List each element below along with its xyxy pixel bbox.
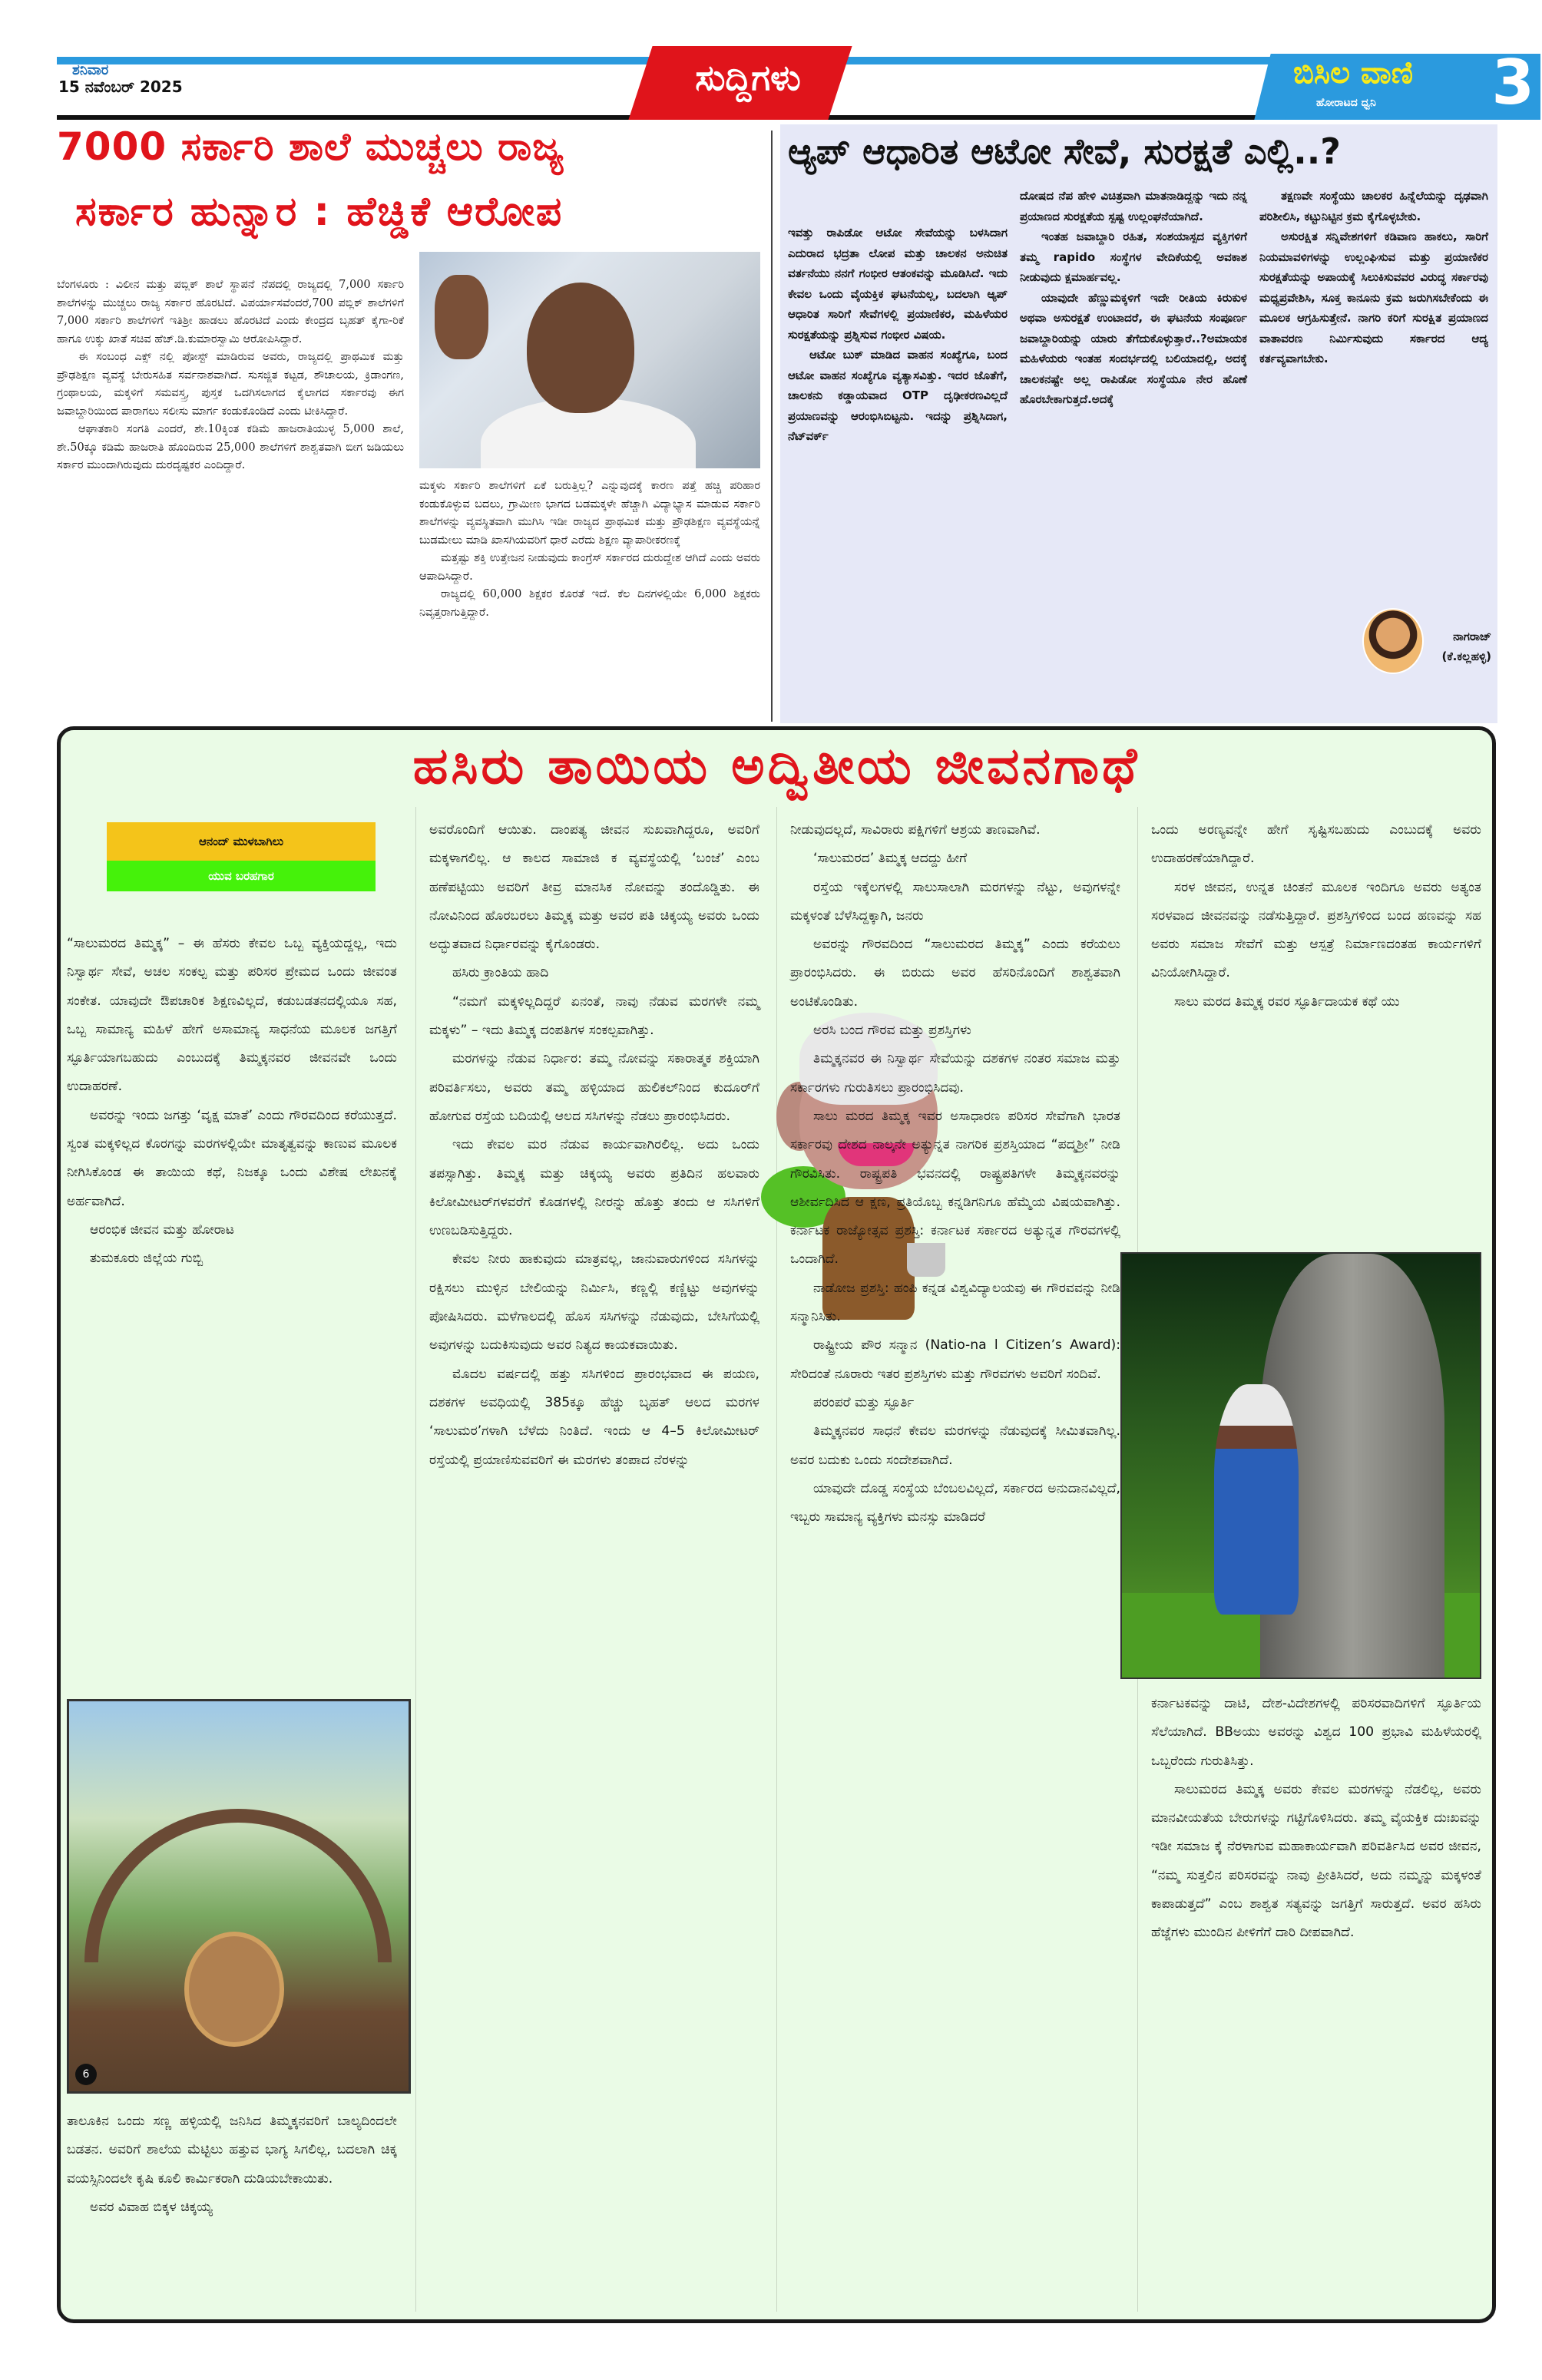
- paragraph: ತಕ್ಷಣವೇ ಸಂಸ್ಥೆಯು ಚಾಲಕರ ಹಿನ್ನೆಲೆಯನ್ನು ದೃಢವಾಗಿ ಪರಿಶೀಲಿಸಿ, ಕಟ್ಟುನಿಟ್ಟಿನ ಕ್ರಮ ಕೈಗೊಳ್ಳಬೇಕು.: [1259, 189, 1488, 223]
- paragraph: ಮರಗಳನ್ನು ನೆಡುವ ನಿರ್ಧಾರ: ತಮ್ಮ ನೋವನ್ನು ಸಕಾರಾತ್ಮಕ ಶಕ್ತಿಯಾಗಿ ಪರಿವರ್ತಿಸಲು, ಅವರು ತಮ್ಮ ಹಳ್ಳಿಯಾದ ಹುಲಿಕಲ್‌ನಿಂದ ಕುದೂರ್‌ಗೆ ಹೋಗುವ ರಸ್ತೆಯ ಬದಿಯಲ್ಲಿ ಆಲದ ಸಸಿಗಳನ್ನು ನೆಡಲು ಪ್ರಾರಂಭಿಸಿದರು.: [429, 1051, 759, 1124]
- story1-headline-line2: ಸರ್ಕಾರ ಹುನ್ನಾರ : ಹೆಚ್ಡಿಕೆ ಆರೋಪ: [75, 189, 564, 235]
- byline: [107, 822, 376, 891]
- paragraph: ಬೆಂಗಳೂರು : ವಿಲೀನ ಮತ್ತು ಪಬ್ಲಿಕ್ ಶಾಲೆ ಸ್ಥಾಪನೆ ನೆಪದಲ್ಲಿ ರಾಜ್ಯದಲ್ಲಿ 7,000 ಸರ್ಕಾರಿ ಶಾಲೆಗಳನ್ನು ಮುಚ್ಚಲು ರಾಜ್ಯ ಸರ್ಕಾರ ಹೊರಟಿದೆ. ವಿಪರ್ಯಾಸವೆಂದರೆ,700 ಪಬ್ಲಿಕ್ ಶಾಲೆಗಳಿಗೆ 7,000 ಸರ್ಕಾರಿ ಶಾಲೆಗಳಿಗೆ ಇತಿಶ್ರೀ ಹಾಡಲು ಹೊರಟಿದೆ ಎಂದು ಕೇಂದ್ರದ ಬೃಹತ್ ಕೈಗಾ-ರಿಕೆ ಹಾಗೂ ಉಕ್ಕು ಖಾತೆ ಸಚಿವ ಹೆಚ್.ಡಿ.ಕುಮಾರಸ್ವಾಮಿ ಆರೋಪಿಸಿದ್ದಾರೆ.: [57, 279, 404, 345]
- paragraph: ಅವರೊಂದಿಗೆ ಆಯಿತು. ದಾಂಪತ್ಯ ಜೀವನ ಸುಖವಾಗಿದ್ದರೂ, ಅವರಿಗೆ ಮಕ್ಕಳಾಗಲಿಲ್ಲ. ಆ ಕಾಲದ ಸಾಮಾಜಿ ಕ ವ್ಯವಸ್ಥೆಯಲ್ಲಿ ‘ಬಂಜೆ’ ಎಂಬ ಹಣೆಪಟ್ಟಿಯು ಅವರಿಗೆ ತೀವ್ರ ಮಾನಸಿಕ ನೋವನ್ನು ತಂದೊಡ್ಡಿತು. ಈ ನೋವಿನಿಂದ ಹೊರಬರಲು ತಿಮ್ಮಕ್ಕ ಮತ್ತು ಅವರ ಪತಿ ಚಿಕ್ಕಯ್ಯ ಅವರು ಒಂದು ಅದ್ಭುತವಾದ ನಿರ್ಧಾರವನ್ನು ಕೈಗೊಂಡರು.: [429, 822, 759, 953]
- issue-day: ಶನಿವಾರ: [72, 62, 109, 78]
- paragraph: ದೋಷದ ನೆಪ ಹೇಳಿ ವಿಚಿತ್ರವಾಗಿ ಮಾತನಾಡಿದ್ದನ್ನು ಇದು ನನ್ನ ಪ್ರಯಾಣದ ಸುರಕ್ಷತೆಯ ಸ್ಪಷ್ಟ ಉಲ್ಲಂಘನೆಯಾಗಿದೆ.: [1020, 189, 1247, 223]
- quote: “ನಮಗೆ ಮಕ್ಕಳಿಲ್ಲದಿದ್ದರೆ ಏನಂತೆ, ನಾವು ನೆಡುವ ಮರಗಳೇ ನಮ್ಮ ಮಕ್ಕಳು” – ಇದು ತಿಮ್ಮಕ್ಕ ದಂಪತಿಗಳ ಸಂಕಲ್ಪವಾಗಿತ್ತು.: [429, 993, 759, 1039]
- paragraph: ನೀಡುವುದಲ್ಲದೆ, ಸಾವಿರಾರು ಪಕ್ಷಿಗಳಿಗೆ ಆಶ್ರಯ ತಾಣವಾಗಿವೆ.: [790, 822, 1041, 838]
- photo-badge: 6: [75, 2064, 97, 2085]
- paragraph: ತಿಮ್ಮಕ್ಕನವರ ಈ ನಿಸ್ವಾರ್ಥ ಸೇವೆಯನ್ನು ದಶಕಗಳ ನಂತರ ಸಮಾಜ ಮತ್ತು ಸರ್ಕಾರಗಳು ಗುರುತಿಸಲು ಪ್ರಾರಂಭಿಸಿದವು.: [790, 1051, 1120, 1096]
- paragraph: ರಾಜ್ಯದಲ್ಲಿ 60,000 ಶಿಕ್ಷಕರ ಕೊರತೆ ಇದೆ. ಕೆಲ ದಿನಗಳಲ್ಲಿಯೇ 6,000 ಶಿಕ್ಷಕರು ನಿವೃತ್ತರಾಗುತ್ತಿದ್ದಾರೆ.: [419, 588, 760, 619]
- story2-column-a: [788, 223, 1008, 447]
- brand-tagline: ಹೋರಾಟದ ಧ್ವನಿ: [1316, 97, 1376, 109]
- page-number: 3: [1491, 47, 1534, 118]
- paragraph: ಅವರನ್ನು ಇಂದು ಜಗತ್ತು ‘ವೃಕ್ಷ ಮಾತೆ’ ಎಂದು ಗೌರವದಿಂದ ಕರೆಯುತ್ತದೆ. ಸ್ವಂತ ಮಕ್ಕಳಿಲ್ಲದ ಕೊರಗನ್ನು ಮರಗಳಲ್ಲಿಯೇ ಮಾತೃತ್ವವನ್ನು ಕಾಣುವ ಮೂಲಕ ನೀಗಿಸಿಕೊಂಡ ಈ ತಾಯಿಯ ಕಥೆ, ನಿಜಕ್ಕೂ ಒಂದು ವಿಶೇಷ ಲೇಖನಕ್ಕೆ ಅರ್ಹವಾಗಿದೆ.: [67, 1107, 397, 1209]
- paragraph: ಕರ್ನಾಟಕವನ್ನು ದಾಟಿ, ದೇಶ-ವಿದೇಶಗಳಲ್ಲಿ ಪರಿಸರವಾದಿಗಳಿಗೆ ಸ್ಫೂರ್ತಿಯ ಸೆಲೆಯಾಗಿದೆ. BBಅಯು ಅವರನ್ನು ವಿಶ್ವದ 100 ಪ್ರಭಾವಿ ಮಹಿಳೆಯರಲ್ಲಿ ಒಬ್ಬರೆಂದು ಗುರುತಿಸಿತ್ತು.: [1151, 1696, 1481, 1769]
- gate-photo: [67, 1699, 411, 2094]
- issue-date: [58, 63, 183, 95]
- story2-column-c: [1259, 186, 1488, 369]
- issue-date-text: 15 ನವೆಂಬರ್ 2025: [58, 77, 183, 96]
- paragraph: ಸಾಲುಮರದ ತಿಮ್ಮಕ್ಕ ಅವರು ಕೇವಲ ಮರಗಳನ್ನು ನೆಡಲಿಲ್ಲ, ಅವರು ಮಾನವೀಯತೆಯ ಬೇರುಗಳನ್ನು ಗಟ್ಟಿಗೊಳಿಸಿದರು. ತಮ್ಮ ವೈಯಕ್ತಿಕ ದುಃಖವನ್ನು ಇಡೀ ಸಮಾಜ ಕ್ಕೆ ನೆರಳಾಗುವ ಮಹಾಕಾರ್ಯವಾಗಿ ಪರಿವರ್ತಿಸಿದ ಅವರ ಜೀವನ, “ನಮ್ಮ ಸುತ್ತಲಿನ ಪರಿಸರವನ್ನು ನಾವು ಪ್ರೀತಿಸಿದರೆ, ಅದು ನಮ್ಮನ್ನು ಮಕ್ಕಳಂತೆ ಕಾಪಾಡುತ್ತದೆ” ಎಂಬ ಶಾಶ್ವತ ಸತ್ಯವನ್ನು ಜಗತ್ತಿಗೆ ಸಾರುತ್ತದೆ. ಅವರ ಹಸಿರು ಹೆಜ್ಜೆಗಳು ಮುಂದಿನ ಪೀಳಿಗೆಗೆ ದಾರಿ ದೀಪವಾಗಿದೆ.: [1151, 1781, 1481, 1941]
- story1-column-b: [419, 478, 760, 622]
- paragraph: ಅಸುರಕ್ಷಿತ ಸನ್ನಿವೇಶಗಳಿಗೆ ಕಡಿವಾಣ ಹಾಕಲು, ಸಾರಿಗೆ ನಿಯಮಾವಳಿಗಳನ್ನು ಉಲ್ಲಂಘಿಸುವ ಮತ್ತು ಪ್ರಯಾಣಿಕರ ಸುರಕ್ಷತೆಯನ್ನು ಅಪಾಯಕ್ಕೆ ಸಿಲುಕಿಸುವವರ ವಿರುದ್ಧ ಸರ್ಕಾರವು ಮಧ್ಯಪ್ರವೇಶಿಸಿ, ಸೂಕ್ತ ಕಾನೂನು ಕ್ರಮ ಜರುಗಿಸಬೇಕೆಂದು ಈ ಮೂಲಕ ಆಗ್ರಹಿಸುತ್ತೇನೆ. ನಾಗರಿ ಕರಿಗೆ ಸುರಕ್ಷಿತ ಪ್ರಯಾಣದ ವಾತಾವರಣ ನಿರ್ಮಿಸುವುದು ಸರ್ಕಾರದ ಆದ್ಯ ಕರ್ತವ್ಯವಾಗಬೇಕು.: [1259, 230, 1488, 365]
- paragraph: ಯಾವುದೇ ಹೆಣ್ಣುಮಕ್ಕಳಿಗೆ ಇದೇ ರೀತಿಯ ಕಿರುಕುಳ ಅಥವಾ ಅಸುರಕ್ಷತೆ ಉಂಟಾದರೆ, ಈ ಘಟನೆಯ ಸಂಪೂರ್ಣ ಜವಾಬ್ದಾರಿಯನ್ನು ಯಾರು ತೆಗೆದುಕೊಳ್ಳುತ್ತಾರೆ..?ಅಮಾಯಕ ಮಹಿಳೆಯರು ಇಂತಹ ಸಂದರ್ಭದಲ್ಲಿ ಬಲಿಯಾದಲ್ಲಿ, ಅದಕ್ಕೆ ಚಾಲಕನಷ್ಟೇ ಅಲ್ಲ ರಾಪಿಡೋ ಸಂಸ್ಥೆಯೂ ನೇರ ಹೊಣೆ ಹೊರಬೇಕಾಗುತ್ತದೆ.ಅದಕ್ಕೆ: [1020, 290, 1247, 406]
- brand-name: ಬಿಸಿಲ ವಾಣಿ: [1293, 55, 1414, 91]
- feature-column-4: [1151, 816, 1481, 1016]
- subheading: ಅರಸಿ ಬಂದ ಗೌರವ ಮತ್ತು ಪ್ರಶಸ್ತಿಗಳು: [813, 1023, 971, 1039]
- photo-face-shape: [527, 283, 634, 413]
- feature-column-3: [790, 816, 1120, 1532]
- paragraph: ಇವತ್ತು ರಾಪಿಡೋ ಆಟೋ ಸೇವೆಯನ್ನು ಬಳಸಿದಾಗ ಎದುರಾದ ಭದ್ರತಾ ಲೋಪ ಮತ್ತು ಚಾಲಕನ ಅನುಚಿತ ವರ್ತನೆಯು ನನಗೆ ಗಂಭೀರ ಆತಂಕವನ್ನು ಮೂಡಿಸಿದೆ. ಇದು ಕೇವಲ ಒಂದು ವೈಯಕ್ತಿಕ ಘಟನೆಯಲ್ಲ, ಬದಲಾಗಿ ಆ್ಯಪ್ ಆಧಾರಿತ ಸಾರಿಗೆ ಸೇವೆಗಳಲ್ಲಿ ಪ್ರಯಾಣಿಕರ, ಮಹಿಳೆಯರ ಸುರಕ್ಷತೆಯನ್ನು ಪ್ರಶ್ನಿಸುವ ಗಂಭೀರ ವಿಷಯ.: [788, 226, 1008, 342]
- paragraph: ತಾಲೂಕಿನ ಒಂದು ಸಣ್ಣ ಹಳ್ಳಿಯಲ್ಲಿ ಜನಿಸಿದ ತಿಮ್ಮಕ್ಕನವರಿಗೆ ಬಾಲ್ಯದಿಂದಲೇ ಬಡತನ. ಅವರಿಗೆ ಶಾಲೆಯ ಮೆಟ್ಟಿಲು ಹತ್ತುವ ಭಾಗ್ಯ ಸಿಗಲಿಲ್ಲ, ಬದಲಾಗಿ ಚಿಕ್ಕ ವಯಸ್ಸಿನಿಂದಲೇ ಕೃಷಿ ಕೂಲಿ ಕಾರ್ಮಿಕರಾಗಿ ದುಡಿಯಬೇಕಾಯಿತು.: [67, 2114, 397, 2187]
- feature-title: ಹಸಿರು ತಾಯಿಯ ಅದ್ವಿತೀಯ ಜೀವನಗಾಥೆ: [412, 736, 1140, 795]
- paragraph: ಈ ಸಂಬಂಧ ಎಕ್ಸ್ ನಲ್ಲಿ ಪೋಸ್ಟ್ ಮಾಡಿರುವ ಅವರು, ರಾಜ್ಯದಲ್ಲಿ ಪ್ರಾಥಮಿಕ ಮತ್ತು ಪ್ರೌಢಶಿಕ್ಷಣ ವ್ಯವಸ್ಥೆ ಬೇರುಸಹಿತ ಸರ್ವನಾಶವಾಗಿದೆ. ಸುಸಜ್ಜಿತ ಕಟ್ಟಡ, ಶೌಚಾಲಯ, ಕ್ರಿಡಾಂಗಣ, ಗ್ರಂಥಾಲಯ, ಮಕ್ಕಳಿಗೆ ಸಮವಸ್ತ್ರ, ಪುಸ್ತಕ ಒದಗಿಸಲಾಗದ ಕೈಲಾಗದ ಸರ್ಕಾರವು ಈಗ ಜವಾಬ್ದಾರಿಯಿಂದ ಪಾರಾಗಲು ಸಲೀಸು ಮಾರ್ಗ ಕಂಡುಕೊಂಡಿದೆ ಎಂದು ಟೀಕಿಸಿದ್ದಾರೆ.: [57, 351, 404, 418]
- subheading: ಹಸಿರು ಕ್ರಾಂತಿಯ ಹಾದಿ: [452, 965, 549, 981]
- paragraph: ರಸ್ತೆಯ ಇಕ್ಕೆಲಗಳಲ್ಲಿ ಸಾಲುಸಾಲಾಗಿ ಮರಗಳನ್ನು ನೆಟ್ಟು, ಅವುಗಳನ್ನೇ ಮಕ್ಕಳಂತೆ ಬೆಳೆಸಿದ್ದಕ್ಕಾಗಿ, ಜನರು: [790, 879, 1120, 924]
- paragraph: ಮೊದಲ ವರ್ಷದಲ್ಲಿ ಹತ್ತು ಸಸಿಗಳಿಂದ ಪ್ರಾರಂಭವಾದ ಈ ಪಯಣ, ದಶಕಗಳ ಅವಧಿಯಲ್ಲಿ 385ಕ್ಕೂ ಹೆಚ್ಚು ಬೃಹತ್ ಆಲದ ಮರಗಳ ‘ಸಾಲುಮರ’ಗಳಾಗಿ ಬೆಳೆದು ನಿಂತಿದೆ. ಇಂದು ಆ 4–5 ಕಿಲೋಮೀಟರ್ ರಸ್ತೆಯಲ್ಲಿ ಪ್ರಯಾಣಿಸುವವರಿಗೆ ಈ ಮರಗಳು ತಂಪಾದ ನೆರಳನ್ನು: [429, 1366, 759, 1468]
- section-title: ಸುದ್ದಿಗಳು: [695, 57, 801, 98]
- story1-column-a: [57, 276, 404, 475]
- feature-column-1: [67, 930, 397, 1274]
- byline-role: ಯುವ ಬರಹಗಾರ: [107, 861, 376, 891]
- subheading: ಪರಂಪರೆ ಮತ್ತು ಸ್ಫೂರ್ತಿ: [813, 1394, 915, 1410]
- subheading: ಆರಂಭಿಕ ಜೀವನ ಮತ್ತು ಹೋರಾಟ: [90, 1221, 235, 1238]
- column-rule: [415, 807, 416, 2312]
- story1-photo: [419, 252, 760, 468]
- story-school-closure: [57, 124, 765, 723]
- paragraph: ನಾಡೋಜ ಪ್ರಶಸ್ತಿ: ಹಂಪಿ ಕನ್ನಡ ವಿಶ್ವವಿದ್ಯಾಲಯವು ಈ ಗೌರವವನ್ನು ನೀಡಿ ಸನ್ಮಾನಿಸಿತು.: [790, 1280, 1120, 1325]
- author-place: (ಕೆ.ಕಲ್ಲಹಳ್ಳಿ): [1441, 650, 1491, 663]
- feature-column-4-continued: [1151, 1690, 1481, 1948]
- paragraph: ಸರಳ ಜೀವನ, ಉನ್ನತ ಚಿಂತನೆ ಮೂಲಕ ಇಂದಿಗೂ ಅವರು ಅತ್ಯಂತ ಸರಳವಾದ ಜೀವನವನ್ನು ನಡೆಸುತ್ತಿದ್ದಾರೆ. ಪ್ರಶಸ್ತಿಗಳಿಂದ ಬಂದ ಹಣವನ್ನು ಸಹ ಅವರು ಸಮಾಜ ಸೇವೆಗೆ ಮತ್ತು ಆಸ್ಪತ್ರೆ ನಿರ್ಮಾಣದಂತಹ ಕಾರ್ಯಗಳಿಗೆ ವಿನಿಯೋಗಿಸಿದ್ದಾರೆ.: [1151, 879, 1481, 981]
- paragraph: ರಾಷ್ಟ್ರೀಯ ಪೌರ ಸನ್ಮಾನ (Natio-na l Citizen’s Award): ಸೇರಿದಂತೆ ನೂರಾರು ಇತರ ಪ್ರಶಸ್ತಿಗಳು ಮತ್ತು ಗೌರವಗಳು ಅವರಿಗೆ ಸಂದಿವೆ.: [790, 1337, 1120, 1382]
- paragraph: ಇಂತಹ ಜವಾಬ್ದಾರಿ ರಹಿತ, ಸಂಶಯಾಸ್ಪದ ವ್ಯಕ್ತಿಗಳಿಗೆ ತಮ್ಮ rapido ಸಂಸ್ಥೆಗಳ ವೇದಿಕೆಯಲ್ಲಿ ಅವಕಾಶ ನೀಡುವುದು ಕ್ಷಮಾರ್ಹವಲ್ಲ.: [1020, 230, 1247, 284]
- paragraph: ಆಘಾತಕಾರಿ ಸಂಗತಿ ಎಂದರೆ, ಶೇ.10ಕ್ಕಿಂತ ಕಡಿಮೆ ಹಾಜರಾತಿಯುಳ್ಳ 5,000 ಶಾಲೆ, ಶೇ.50ಕ್ಕೂ ಕಡಿಮೆ ಹಾಜರಾತಿ ಹೊಂದಿರುವ 25,000 ಶಾಲೆಗಳಿಗೆ ಶಾಶ್ವತವಾಗಿ ಬೀಗ ಜಡಿಯಲು ಸರ್ಕಾರ ಮುಂದಾಗಿರುವುದು ದುರದೃಷ್ಟಕರ ಎಂದಿದ್ದಾರೆ.: [57, 423, 404, 471]
- paragraph: “ಸಾಲುಮರದ ತಿಮ್ಮಕ್ಕ” – ಈ ಹೆಸರು ಕೇವಲ ಒಬ್ಬ ವ್ಯಕ್ತಿಯದ್ದಲ್ಲ, ಇದು ನಿಸ್ವಾರ್ಥ ಸೇವೆ, ಅಚಲ ಸಂಕಲ್ಪ ಮತ್ತು ಪರಿಸರ ಪ್ರೇಮದ ಒಂದು ಜೀವಂತ ಸಂಕೇತ. ಯಾವುದೇ ಔಪಚಾರಿಕ ಶಿಕ್ಷಣವಿಲ್ಲದೆ, ಕಡುಬಡತನದಲ್ಲಿಯೂ ಸಹ, ಒಬ್ಬ ಸಾಮಾನ್ಯ ಮಹಿಳೆ ಹೇಗೆ ಅಸಾಮಾನ್ಯ ಸಾಧನೆಯ ಮೂಲಕ ಜಗತ್ತಿಗೆ ಸ್ಫೂರ್ತಿಯಾಗಬಹುದು ಎಂಬುದಕ್ಕೆ ತಿಮ್ಮಕ್ಕನವರ ಜೀವನವೇ ಒಂದು ಉದಾಹರಣೆ.: [67, 936, 397, 1095]
- story1-headline-line1: 7000 ಸರ್ಕಾರಿ ಶಾಲೆ ಮುಚ್ಚಲು ರಾಜ್ಯ: [57, 124, 564, 169]
- feature-article: [57, 726, 1496, 2323]
- column-divider: [771, 131, 773, 722]
- paragraph: ಒಂದು ಅರಣ್ಯವನ್ನೇ ಹೇಗೆ ಸೃಷ್ಟಿಸಬಹುದು ಎಂಬುದಕ್ಕೆ ಅವರು ಉದಾಹರಣೆಯಾಗಿದ್ದಾರೆ.: [1151, 822, 1481, 867]
- paragraph: ಇದು ಕೇವಲ ಮರ ನೆಡುವ ಕಾರ್ಯವಾಗಿರಲಿಲ್ಲ. ಅದು ಒಂದು ತಪಸ್ಸಾಗಿತ್ತು. ತಿಮ್ಮಕ್ಕ ಮತ್ತು ಚಿಕ್ಕಯ್ಯ ಅವರು ಪ್ರತಿದಿನ ಹಲವಾರು ಕಿಲೋಮೀಟರ್‌ಗಳವರೆಗೆ ಕೊಡಗಳಲ್ಲಿ ನೀರನ್ನು ಹೊತ್ತು ತಂದು ಆ ಸಸಿಗಳಿಗೆ ಉಣಬಡಿಸುತ್ತಿದ್ದರು.: [429, 1137, 759, 1239]
- paragraph: ಅವರನ್ನು ಗೌರವದಿಂದ “ಸಾಲುಮರದ ತಿಮ್ಮಕ್ಕ” ಎಂದು ಕರೆಯಲು ಪ್ರಾರಂಭಿಸಿದರು. ಈ ಬಿರುದು ಅವರ ಹೆಸರಿನೊಂದಿಗೆ ಶಾಶ್ವತವಾಗಿ ಅಂಟಿಕೊಂಡಿತು.: [790, 937, 1120, 1010]
- byline-author: ಆನಂದ್ ಮುಳಬಾಗಿಲು: [107, 822, 376, 861]
- author-name: ನಾಗರಾಜ್: [1453, 630, 1491, 643]
- paragraph: ತಿಮ್ಮಕ್ಕನವರ ಸಾಧನೆ ಕೇವಲ ಮರಗಳನ್ನು ನೆಡುವುದಕ್ಕೆ ಸೀಮಿತವಾಗಿಲ್ಲ. ಅವರ ಬದುಕು ಒಂದು ಸಂದೇಶವಾಗಿದೆ.: [790, 1423, 1120, 1468]
- story-auto-safety-letter: [780, 124, 1497, 723]
- author-avatar: [1362, 608, 1424, 674]
- paragraph: ಅವರ ವಿವಾಹ ಬಿಕ್ಕಳ ಚಿಕ್ಕಯ್ಯ: [90, 2199, 213, 2215]
- paragraph: ಆಟೋ ಬುಕ್ ಮಾಡಿದ ವಾಹನ ಸಂಖ್ಯೆಗೂ, ಬಂದ ಆಟೋ ವಾಹನ ಸಂಖ್ಯೆಗೂ ವ್ಯತ್ಯಾಸವಿತ್ತು. ಇದರ ಜೊತೆಗೆ, ಚಾಲಕನು ಕಡ್ಡಾಯವಾದ OTP ದೃಢೀಕರಣವಿಲ್ಲದೆ ಪ್ರಯಾಣವನ್ನು ಆರಂಭಿಸಿಬಿಟ್ಟನು. ಇದನ್ನು ಪ್ರಶ್ನಿಸಿದಾಗ, ನೆಟ್‌ವರ್ಕ್: [788, 348, 1008, 443]
- paragraph: ಯಾವುದೇ ದೊಡ್ಡ ಸಂಸ್ಥೆಯ ಬೆಂಬಲವಿಲ್ಲದೆ, ಸರ್ಕಾರದ ಅನುದಾನವಿಲ್ಲದೆ, ಇಬ್ಬರು ಸಾಮಾನ್ಯ ವ್ಯಕ್ತಿಗಳು ಮನಸ್ಸು ಮಾಡಿದರೆ: [790, 1480, 1120, 1526]
- paragraph: ಮಕ್ಕಳು ಸರ್ಕಾರಿ ಶಾಲೆಗಳಿಗೆ ಏಕೆ ಬರುತ್ತಿಲ್ಲ? ಎನ್ನುವುದಕ್ಕೆ ಕಾರಣ ಪತ್ತೆ ಹಚ್ಚಿ ಪರಿಹಾರ ಕಂಡುಕೊಳ್ಳುವ ಬದಲು, ಗ್ರಾಮೀಣ ಭಾಗದ ಬಡಮಕ್ಕಳೇ ಹೆಚ್ಚಾಗಿ ವಿದ್ಯಾಭ್ಯಾಸ ಮಾಡುವ ಸರ್ಕಾರಿ ಶಾಲೆಗಳನ್ನು ವ್ಯವಸ್ಥಿತವಾಗಿ ಮುಗಿಸಿ ಇಡೀ ರಾಜ್ಯದ ಪ್ರಾಥಮಿಕ ಮತ್ತು ಪ್ರೌಢಶಿಕ್ಷಣ ವ್ಯವಸ್ಥೆಯನ್ನೆ ಬುಡಮೇಲು ಮಾಡಿ ಖಾಸಗಿಯವರಿಗೆ ಧಾರೆ ಎರೆದು ಶಿಕ್ಷಣ ವ್ಯಾಪಾರೀಕರಣಕ್ಕೆ: [419, 480, 760, 547]
- paragraph: ಮತ್ತಷ್ಟು ಶಕ್ತಿ ಉತ್ತೇಜನ ನೀಡುವುದು ಕಾಂಗ್ರೆಸ್ ಸರ್ಕಾರದ ದುರುದ್ದೇಶ ಆಗಿದೆ ಎಂದು ಅವರು ಆಪಾದಿಸಿದ್ದಾರೆ.: [419, 552, 760, 583]
- subheading: ‘ಸಾಲುಮರದ’ ತಿಮ್ಮಕ್ಕ ಆದದ್ದು ಹೀಗೆ: [813, 851, 968, 867]
- paragraph: ಸಾಲು ಮರದ ತಿಮ್ಮಕ್ಕ ಇವರ ಅಸಾಧಾರಣ ಪರಿಸರ ಸೇವೆಗಾಗಿ ಭಾರತ ಸರ್ಕಾರವು ದೇಶದ ನಾಲ್ಕನೇ ಅತ್ಯುನ್ನತ ನಾಗರಿಕ ಪ್ರಶಸ್ತಿಯಾದ “ಪದ್ಮಶ್ರೀ” ನೀಡಿ ಗೌರವಿಸಿತು. ರಾಷ್ಟ್ರಪತಿ ಭವನದಲ್ಲಿ ರಾಷ್ಟ್ರಪತಿಗಳೇ ತಿಮ್ಮಕ್ಕನವರನ್ನು ಆಶೀರ್ವದಿಸಿದ ಆ ಕ್ಷಣ, ಪ್ರತಿಯೊಬ್ಬ ಕನ್ನಡಿಗನಿಗೂ ಹೆಮ್ಮೆಯ ವಿಷಯವಾಗಿತ್ತು. ಕರ್ನಾಟಕ ರಾಜ್ಯೋತ್ಸವ ಪ್ರಶಸ್ತಿ: ಕರ್ನಾಟಕ ಸರ್ಕಾರದ ಅತ್ಯುನ್ನತ ಗೌರವಗಳಲ್ಲಿ ಒಂದಾಗಿದೆ.: [790, 1108, 1120, 1268]
- story2-headline: ಆ್ಯಪ್ ಆಧಾರಿತ ಆಟೋ ಸೇವೆ, ಸುರಕ್ಷತೆ ಎಲ್ಲಿ..?: [788, 131, 1341, 172]
- tree-art-photo: [1120, 1252, 1481, 1679]
- brand-block: [1278, 47, 1540, 120]
- feature-column-2: [429, 816, 759, 1475]
- photo-portrait-shape: [184, 1932, 284, 2047]
- author-signature: [1433, 626, 1491, 666]
- paragraph: ಸಾಲು ಮರದ ತಿಮ್ಮಕ್ಕ ರವರ ಸ್ಫೂರ್ತಿದಾಯಕ ಕಥೆ ಯು: [1174, 993, 1400, 1010]
- paragraph: ಕೇವಲ ನೀರು ಹಾಕುವುದು ಮಾತ್ರವಲ್ಲ, ಜಾನುವಾರುಗಳಿಂದ ಸಸಿಗಳನ್ನು ರಕ್ಷಿಸಲು ಮುಳ್ಳಿನ ಬೇಲಿಯನ್ನು ನಿರ್ಮಿಸಿ, ಕಣ್ಣಲ್ಲಿ ಕಣ್ಣಿಟ್ಟು ಅವುಗಳನ್ನು ಪೋಷಿಸಿದರು. ಮಳೆಗಾಲದಲ್ಲಿ ಹೊಸ ಸಸಿಗಳನ್ನು ನೆಡುವುದು, ಬೇಸಿಗೆಯಲ್ಲಿ ಅವುಗಳನ್ನು ಬದುಕಿಸುವುದು ಅವರ ನಿತ್ಯದ ಕಾಯಕವಾಯಿತು.: [429, 1251, 759, 1354]
- photo-woman-shape: [1214, 1384, 1299, 1615]
- paragraph: ತುಮಕೂರು ಜಿಲ್ಲೆಯ ಗುಬ್ಬಿ: [90, 1251, 204, 1267]
- photo-hand-shape: [435, 275, 488, 359]
- feature-column-1-continued: [67, 2107, 397, 2222]
- story2-column-b: [1020, 186, 1247, 410]
